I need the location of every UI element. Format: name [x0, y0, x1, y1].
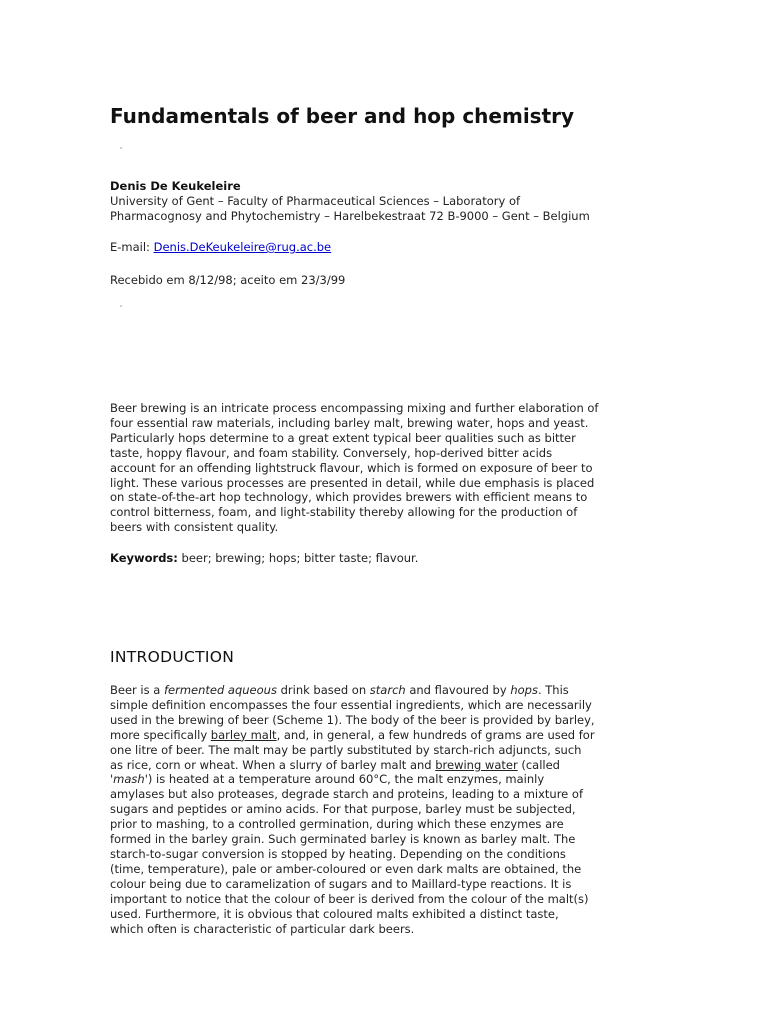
abstract-paragraph: Beer brewing is an intricate process encompassing mixing and further elaboration of four essential raw materials, including barley malt, brewing water, hops and yeast. Particularly hops determine to a great extent typical beer qualities such as bitter taste, hoppy flavour, and foam stability. Conversely, hop-derived bitter acids account for an offending lightstruck flavour, which is formed on exposure of beer to light. These various processes are presented in detail, while due emphasis is placed on state-of-the-art hop technology, which provides brewers with efficient means to control bitterness, foam, and light-stability thereby allowing for the production of beers with consistent quality.: [110, 401, 599, 535]
intro-text: starch-to-sugar conversion is stopped by heating. Depending on the conditions: [110, 846, 566, 861]
introduction-paragraph: [110, 683, 662, 936]
email-link[interactable]: Denis.DeKeukeleire@rug.ac.be: [153, 240, 332, 254]
intro-text: and flavoured by: [405, 683, 511, 697]
intro-text: used. Furthermore, it is obvious that coloured malts exhibited a distinct taste,: [110, 906, 559, 921]
author-affiliation: University of Gent – Faculty of Pharmaceutical Sciences – Laboratory of Pharmacognosy and Phytochemistry – Harelbekestraat 72 B-9000 – Gent – Belgium: [110, 194, 590, 223]
intro-text: drink based on: [276, 683, 370, 697]
intro-text: as rice, corn or wheat. When a slurry of barley malt and: [110, 757, 436, 772]
intro-text: Beer is a: [110, 683, 164, 697]
article-title: Fundamentals of beer and hop chemistry: [110, 104, 575, 128]
keywords-text: beer; brewing; hops; bitter taste; flavour.: [177, 551, 419, 565]
email-label: E-mail:: [110, 240, 154, 254]
keywords-line: [110, 551, 418, 566]
intro-emphasis: fermented aqueous: [163, 683, 277, 697]
intro-text: one litre of beer. The malt may be partly substituted by starch-rich adjuncts, such: [110, 742, 582, 757]
decorative-dot: [120, 305, 122, 307]
intro-text: used in the brewing of beer (Scheme 1). The body of the beer is provided by barley,: [110, 712, 595, 727]
intro-text: more specifically: [110, 727, 211, 742]
intro-emphasis: hops: [510, 683, 538, 697]
intro-text: prior to mashing, to a controlled germination, during which these enzymes are: [110, 817, 564, 832]
introduction-heading: INTRODUCTION: [110, 648, 235, 666]
intro-text: ') is heated at a temperature around 60°C, the malt enzymes, mainly: [144, 772, 545, 787]
barley-malt-link[interactable]: barley malt: [210, 727, 277, 742]
intro-text: (called: [517, 757, 560, 772]
intro-text: colour being due to caramelization of sugars and to Maillard-type reactions. It is: [110, 876, 572, 891]
intro-emphasis: mash: [113, 772, 145, 787]
intro-text: formed in the barley grain. Such germinated barley is known as barley malt. The: [110, 832, 576, 847]
author-block: [110, 179, 590, 224]
brewing-water-link[interactable]: brewing water: [435, 757, 518, 772]
keywords-label: Keywords:: [110, 551, 178, 565]
intro-text: which often is characteristic of particular dark beers.: [110, 921, 415, 936]
received-date: Recebido em 8/12/98; aceito em 23/3/99: [110, 273, 346, 287]
intro-text: (time, temperature), pale or amber-coloured or even dark malts are obtained, the: [110, 861, 582, 876]
intro-emphasis: starch: [369, 683, 406, 697]
intro-text: important to notice that the colour of beer is derived from the colour of the malt(s): [110, 891, 589, 906]
email-line: [110, 240, 331, 255]
intro-text: ': [110, 772, 114, 787]
intro-text: . This: [537, 683, 569, 697]
decorative-dot: [120, 147, 122, 149]
author-name: Denis De Keukeleire: [110, 179, 241, 193]
intro-text: , and, in general, a few hundreds of grams are used for: [276, 727, 595, 742]
intro-text: simple definition encompasses the four essential ingredients, which are necessarily: [110, 697, 592, 712]
intro-text: sugars and peptides or amino acids. For that purpose, barley must be subjected,: [110, 802, 576, 817]
intro-text: amylases but also proteases, degrade starch and proteins, leading to a mixture of: [110, 787, 583, 802]
